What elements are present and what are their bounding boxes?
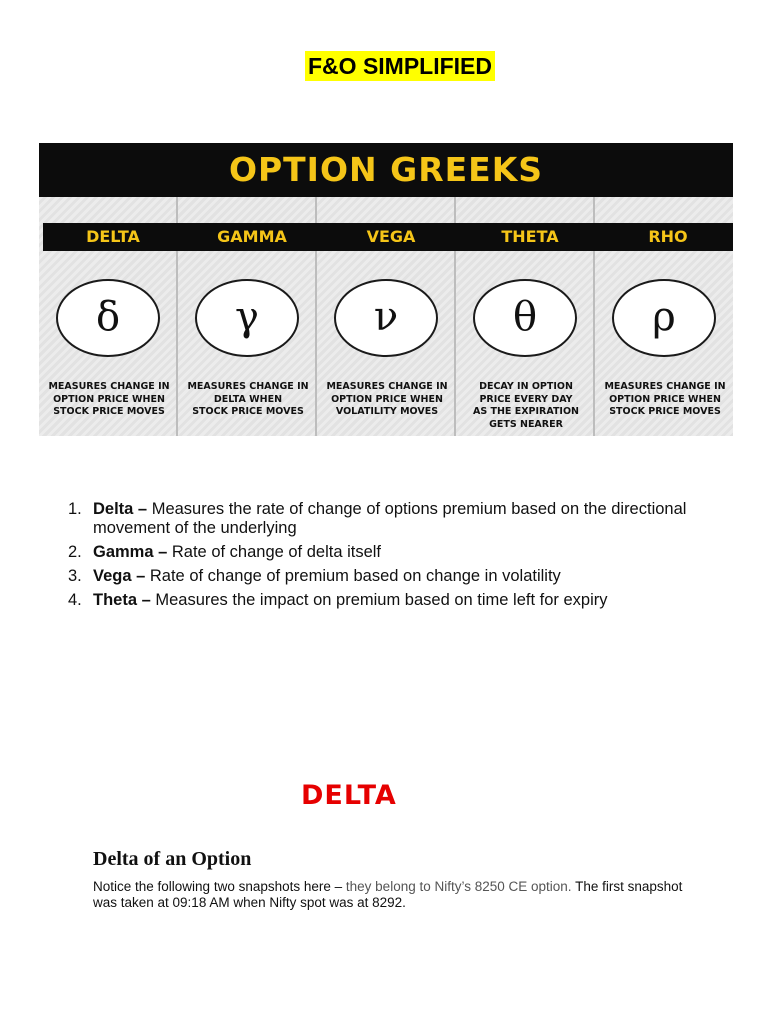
greek-description-line: MEASURES CHANGE IN [326,381,448,392]
greek-description-line: MEASURES CHANGE IN [604,381,726,392]
greek-description-line: STOCK PRICE MOVES [53,406,165,417]
greek-description-line: MEASURES CHANGE IN [48,381,170,392]
definition-text: Measures the impact on premium based on time left for expiry [150,591,608,609]
theta-symbol-icon: θ [473,279,577,357]
greek-name: DELTA [43,223,183,251]
greek-name: THETA [460,223,600,251]
delta-symbol-icon: δ [56,279,160,357]
delta-subheading: Delta of an Option [93,848,252,870]
greek-column-delta [39,197,178,436]
greek-description-line: PRICE EVERY DAY [479,393,573,405]
greek-column-vega [317,197,456,436]
greek-description-line: OPTION PRICE WHEN [609,393,721,405]
definition-term: Delta – [93,500,148,518]
greek-description [182,381,314,419]
paragraph-text: they belong to Nifty’s 8250 CE option. [345,879,572,894]
list-number: 1. [68,500,82,518]
vega-symbol-icon: ν [334,279,438,357]
greek-column-rho [595,197,733,436]
greek-description [460,381,592,431]
definition-term: Gamma – [93,543,168,561]
definition-text: Measures the rate of change of options premium based on the directional movement of the underlying [93,500,687,537]
option-greeks-panel [39,197,733,436]
option-greeks-graphic [39,143,733,436]
greek-description-line: DELTA WHEN [213,393,283,405]
definition-text: Rate of change of delta itself [167,543,382,561]
paragraph-text: Notice the following two snapshots here – [93,879,346,894]
gamma-symbol-icon: γ [195,279,299,357]
document-title: F&O SIMPLIFIED [305,51,495,81]
greek-name: GAMMA [182,223,322,251]
list-item [68,543,688,562]
greek-description [599,381,731,419]
list-number: 2. [68,543,82,561]
section-heading-delta: DELTA [301,780,397,811]
greek-description-line: MEASURES CHANGE IN [187,381,309,392]
greek-description-line: GETS NEARER [489,418,563,430]
greek-description [43,381,175,419]
paragraph-text: The first snapshot was taken at 09:18 AM when Nifty spot was at 8292. [93,879,683,910]
greek-description [321,381,453,419]
greek-description-line: STOCK PRICE MOVES [609,406,721,417]
option-greeks-heading: OPTION GREEKS [39,143,733,197]
greek-description-line: VOLATILITY MOVES [335,406,439,417]
rho-symbol-icon: ρ [612,279,716,357]
greek-name: VEGA [321,223,461,251]
list-number: 3. [68,567,82,585]
greek-description-line: OPTION PRICE WHEN [331,393,443,405]
greeks-definition-list [68,500,688,615]
definition-term: Vega – [93,567,146,585]
greek-name: RHO [599,223,733,251]
greek-description-line: AS THE EXPIRATION [472,406,579,417]
greek-description-line: OPTION PRICE WHEN [53,393,165,405]
greek-column-gamma [178,197,317,436]
definition-term: Theta – [93,591,151,609]
greek-column-theta [456,197,595,436]
list-item [68,500,688,538]
list-item [68,567,688,586]
list-number: 4. [68,591,82,609]
definition-text: Rate of change of premium based on change in volatility [145,567,561,585]
greek-description-line: STOCK PRICE MOVES [192,406,304,417]
delta-paragraph [93,879,693,911]
greek-description-line: DECAY IN OPTION [479,381,573,392]
list-item [68,591,688,610]
